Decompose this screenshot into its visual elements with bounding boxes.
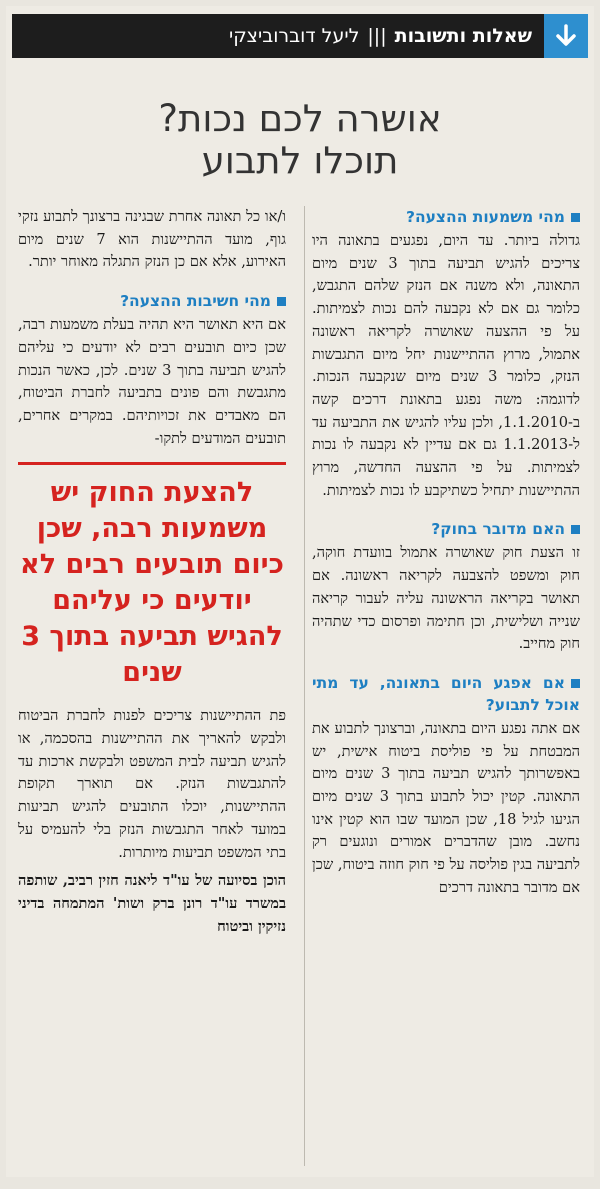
down-arrow-icon [544, 14, 588, 58]
body-paragraph: אם היא תאושר היא תהיה בעלת משמעות רבה, שכן כיום תובעים רבים לא יודעים כי עליהם להגיש תביעה בתוך 3 שנים. לכן, כאשר הנכות מתגבשת והם פונים בתביעה לחברת הביטוח, הם מאבדים את זכויותיהם. במקרים אחרים, תובעים המודעים לתקו- [18, 316, 286, 447]
header-separator: ||| [367, 25, 387, 47]
left-column [18, 206, 286, 938]
headline-line-2: תוכלו לתבוע [201, 139, 399, 182]
section-header-bar [12, 14, 588, 58]
body-paragraph: זו הצעת חוק שאושרה אתמול בוועדת חוקה, חוק ומשפט להצבעה לקריאה ראשונה. אם תאושר בקריאה הראשונה עליה לעבור קריאה שנייה ושלישית, וכן חתימה ופרסום כדי שתהיה חוק מחייב. [312, 544, 580, 653]
subheading-text: אם אפגע היום בתאונה, עד מתי אוכל לתבוע? [312, 673, 580, 714]
newspaper-page [6, 6, 594, 1177]
subheading [312, 206, 580, 228]
subheading-text: מהי חשיבות ההצעה? [120, 292, 271, 311]
subheading [312, 518, 580, 540]
square-bullet-icon [571, 679, 580, 688]
square-bullet-icon [571, 525, 580, 534]
subheading-text: מהי משמעות ההצעה? [405, 208, 565, 226]
headline-line-1: אושרה לכם נכות? [158, 97, 442, 140]
square-bullet-icon [571, 213, 580, 222]
article-headline [26, 98, 574, 182]
author-byline: ליעל דוברוביצקי [228, 25, 360, 47]
column-divider [304, 206, 305, 1166]
subheading [312, 672, 580, 716]
body-paragraph: ו/או כל תאונה אחרת שבגינה ברצונך לתבוע נזקי גוף, מועד ההתיישנות הוא 7 שנים מיום האירוע, אלא אם כן הנזק התגלה מאוחר יותר. [18, 208, 286, 271]
subheading-text: האם מדובר בחוק? [431, 520, 565, 539]
credit-note: הוכן בסיועה של עו"ד ליאנה חזין רביב, שותפה במשרד עו"ד רונן ברק ושות' המתמחה בדיני נזיקין וביטוח [18, 872, 286, 935]
square-bullet-icon [277, 297, 286, 306]
section-title: שאלות ותשובות [394, 25, 532, 47]
right-column [312, 206, 580, 900]
subheading [18, 290, 286, 312]
pull-quote: להצעת החוק יש משמעות רבה, שכן כיום תובעים רבים לא יודעים כי עליהם להגיש תביעה בתוך 3 שנים [18, 462, 286, 691]
body-paragraph: פת ההתיישנות צריכים לפנות לחברת הביטוח ולבקש להאריך את ההתיישנות בהסכמה, או להגיש תביעה לבית המשפט ולבקשת ארכות עד להתגבשות הנזק. אם תוארך תקופת ההתיישנות, יוכלו התובעים להגיש תביעות במועד לאחר התגבשות הנזק בלי להעמיס על בתי המשפט תביעות מיותרות. [18, 707, 286, 861]
body-paragraph: גדולה ביותר. עד היום, נפגעים בתאונה היו צריכים להגיש תביעה בתוך 3 שנים מיום התאונה, ולא משנה אם הנזק שלהם התגבש, כלומר גם אם לא נקבעה להם נכות לצמיתות. על פי ההצעה שאושרה לקריאה ראשונה אתמול, מרוץ ההתיישנות יחל מיום התגבשות הנזק, כלומר 3 שנים מיום שנקבעה הנכות. לדוגמה: משה נפגע בתאונת דרכים קשה ב-1.1.2010, ולכן עליו להגיש את התביעה עד ל-1.1.2013 גם אם עדיין לא נקבעה לו נכות לצמיתות. על פי ההצעה החדשה, מרוץ ההתיישנות יתחיל כשתיקבע לו נכות לצמיתות. [312, 232, 580, 499]
body-paragraph: אם אתה נפגע היום בתאונה, וברצונך לתבוע את המבטחת על פי פוליסת ביטוח אישית, יש באפשרותך להגיש תביעה בתוך 3 שנים מיום התאונה. קטין יכול לתבוע בתוך 3 שנים מיום הגיעו לגיל 18, שכן המועד שבו הוא קטין אינו נחשב. מובן שהדברים אמורים ונוגעים רק לתביעה בגין פוליסה על פי חוק חוזה ביטוח, שכן אם מדובר בתאונה דרכים [312, 719, 580, 896]
